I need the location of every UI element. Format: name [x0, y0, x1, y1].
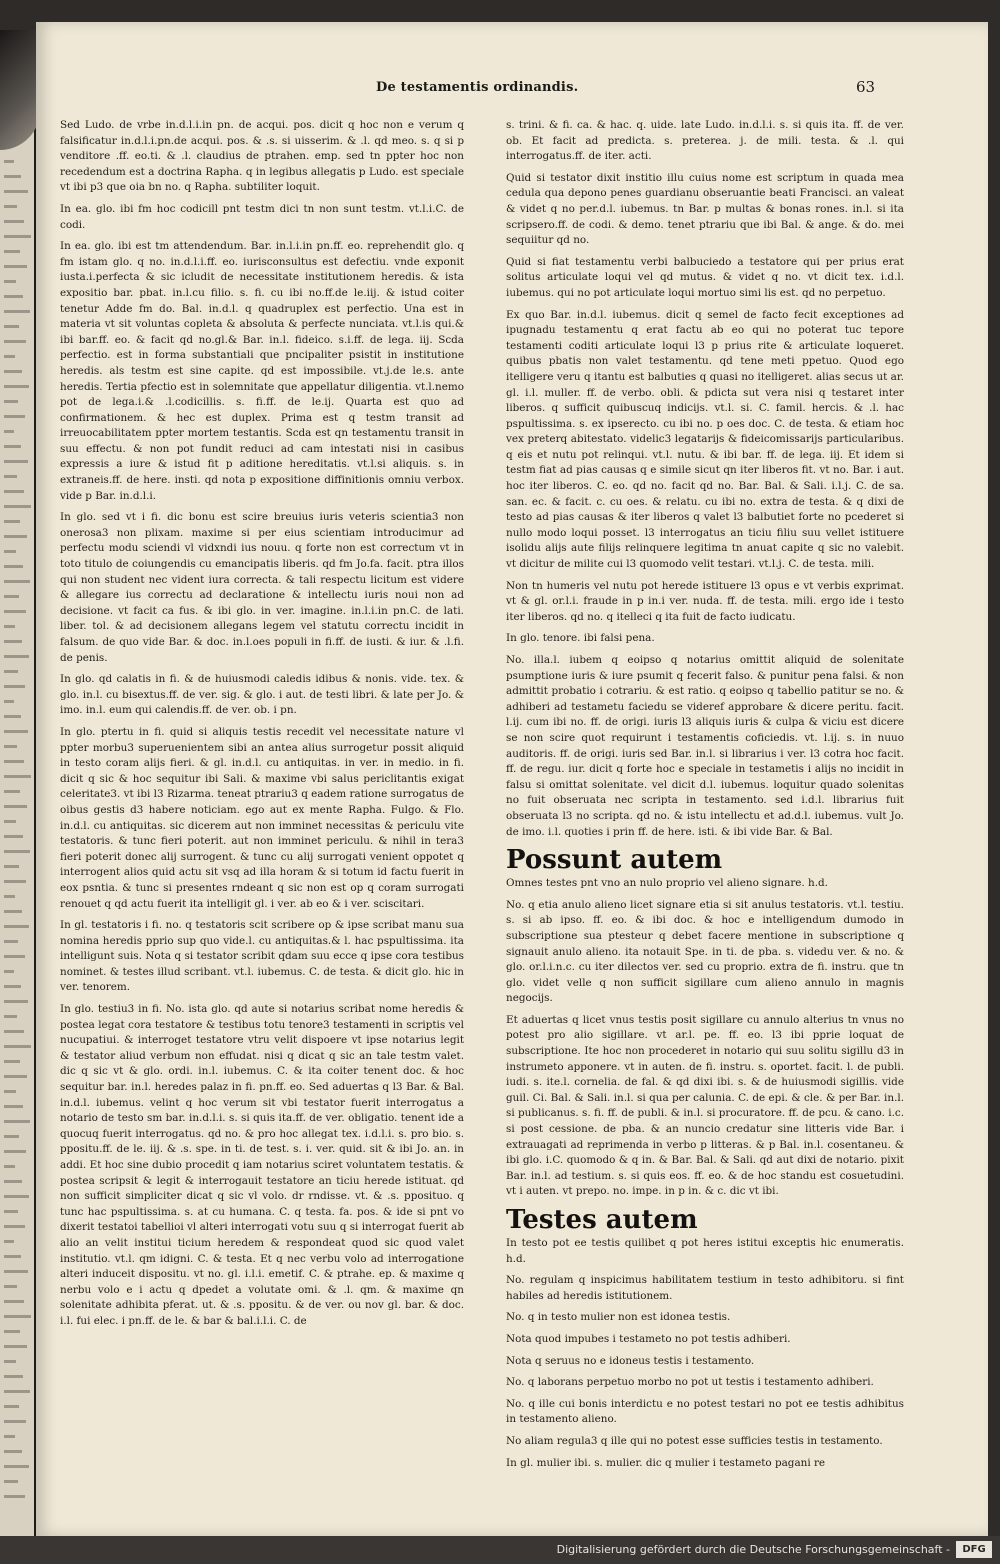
- facing-page-line: [4, 430, 14, 433]
- facing-page-line: [4, 460, 28, 463]
- dfg-logo-icon: DFG: [956, 1541, 992, 1558]
- facing-page-line: [4, 1300, 24, 1303]
- left-paragraph: In gl. testatoris i fi. no. q testatoris scit scribere op & ipse scribat manu sua nomina heredis pprio sup quo vide.l. cu antiquitas.& l. hac pspultissima. ita intelligunt suis. Nota q si testator scribit qdam suu ecce q ipse cora testibus nominet. & testes illud scribant. vt.l. iubemus. C. de testa. & dicit glo. hic in ver. tenorem.: [60, 919, 464, 994]
- facing-page-line: [4, 1285, 17, 1288]
- facing-page-line: [4, 715, 21, 718]
- facing-page-line: [4, 1165, 15, 1168]
- right-paragraph: In testo pot ee testis quilibet q pot heres istitui exceptis hic enumeratis. h.d.: [506, 1237, 904, 1265]
- facing-page-line: [4, 790, 20, 793]
- facing-page-line: [4, 520, 20, 523]
- facing-page-line: [4, 955, 25, 958]
- right-paragraph: No. q etia anulo alieno licet signare etia si sit anulus testatoris. vt.l. testiu. s. si ab ipso. ff. eo. & ibi doc. & hoc e intelligendum dumodo in subscriptione sua ptesteur q debet facere mentione in subscriptione q signauit anulo alieno. ita notauit Spe. in ti. de pba. s. videdu ver. & no. & glo. or.l.i.n.c. cu iter dilectos ver. sed cu proprio. extra de fi. instru. que tn glo. videt velle q non sufficit sigillare cum alieno annulo in magnis negocijs.: [506, 898, 904, 1005]
- facing-page-line: [4, 1390, 30, 1393]
- facing-page-line: [4, 1195, 29, 1198]
- facing-page-line: [4, 490, 24, 493]
- left-paragraph: In glo. sed vt i fi. dic bonu est scire breuius iuris veteris scientia3 non onerosa3 non plixam. maxime si per eius scientiam introducimur ad perfectu modu sciendi vl vidxndi ius nouu. q forte non est correctum vt in toto titulo de coiungendis cu emancipatis liberis. qd fm Jo.fa. facit. ptra illos qui non student nec vident iura correcta. & tali respectu licitum est videre & allegare ius correctu ad declaratione & intellectu iuris noui non ad decisione. vt facit ca fus. & ibi glo. in ver. imagine. in.l.i.in pn.C. de lati. liber. tol. & ad decisionem allegans legem vel statutu correctu incidit in falsum. de quo vide Bar. & doc. in.l.oes populi in fi.ff. de iusti. & iur. & .l.fi. de penis.: [60, 511, 464, 664]
- left-paragraph: In glo. testiu3 in fi. No. ista glo. qd aute si notarius scribat nome heredis & postea legat cora testatore & testibus totu tenore3 testamenti in scriptis vel nucupatiui. & interroget testatore vtru velit dispoere vt ipse notarius legit & testator aliud verbum non effudat. nisi q dicat q sic an tale testm valet. dic q sic vt & glo. ordi. in.l. iubemus. C. & ita coiter tenent doc. & hoc sequitur bar. in.l. heredes palaz in fi. pn.ff. eo. Sed aduertas q l3 Bar. & Bal. in.d.l. iubemus. velint q hoc verum sit vbi testator fuerit interrogatus a notario de testo sm bar. in.d.l.i. s. si quis ita.ff. de ver. obligatio. tenent ide a quocuq fuerit interrogatus. qd no. & pro hoc allegat tex. i.d.l.i. s. pro bio. s. ppositu.ff. de le. iij. & .s. spe. in ti. de test. s. i. ver. quid. sit & ibi Jo. an. in addi. Et hoc sine dubio procedit q iam notarius sciret voluntatem testatis. & postea scripsit & legit & interrogauit testatore an ticiu herede istituat. qd non sufficit simpliciter dicat q sic vl volo. dr rndisse. vt. & .s. pposituo. q tunc hac pspultissima. s. at cu humana. C. q testa. fa. pos. & ide si pnt vo dixerit testatoi tabellioi vl alteri interrogati votu suu q si interrogat fuerit ab alio an velit institui ticium heredem & respondeat quod sic quod valet institutio. vt.l. qm idigni. C. & testa. Et q nec verbu volo ad interrogatione alteri induceit dispositu. vt no. gl. i.l.i. emetif. C. & ptrahe. ep. & maxime q nerbu volo e i actu q dpedet a volutate omi. & .l. qm. & maxime qn solenitate adhibita pferat. ut. & .s. ppositu. & de ver. ou nov gl. bar. & doc. i.l. fui elec. i pn.ff. de le. & bar & bal.i.l.i. C. de: [60, 1003, 464, 1327]
- left-paragraph: In glo. qd calatis in fi. & de huiusmodi caledis idibus & nonis. vide. tex. & glo. in.l. cu bisextus.ff. de ver. sig. & glo. i aut. de testi libri. & late per Jo. & imo. in.l. eum qui calendis.ff. de ver. ob. i pn.: [60, 673, 464, 717]
- facing-page-line: [4, 1255, 21, 1258]
- facing-page-line: [4, 1030, 24, 1033]
- facing-page-line: [4, 1480, 18, 1483]
- right-paragraph: Non tn humeris vel nutu pot herede istituere l3 opus e vt verbis exprimat. vt & gl. or.l.i. fraude in p in.i ver. nuda. ff. de testa. mili. ergo ide i testo iter liberos. qd no. q itelleci q ita fuit de facto iudicatu.: [506, 579, 904, 623]
- facing-page-line: [4, 385, 29, 388]
- facing-page-line: [4, 1405, 19, 1408]
- right-column: [506, 118, 904, 1469]
- facing-page-line: [4, 625, 15, 628]
- left-paragraph: Sed Ludo. de vrbe in.d.l.i.in pn. de acqui. pos. dicit q hoc non e verum q falsificatur in.d.l.i.pn.de acqui. pos. & .s. si uisserim. & .l. qd meo. s. q si p venditore .ff. eo.ti. & .l. claudius de ptrahen. emp. sed tn ppter hoc non recedendum est a doctrina Rapha. q in legibus allegatis p Ludo. est speciale vt ibi p3 que oia bn no. q Rapha. subtiliter loquit.: [60, 119, 464, 194]
- facing-page-line: [4, 820, 16, 823]
- right-paragraph: Nota q seruus no e idoneus testis i testamento.: [506, 1354, 755, 1367]
- facing-page-line: [4, 550, 16, 553]
- facing-page-line: [4, 475, 17, 478]
- facing-page-line: [4, 1045, 31, 1048]
- facing-page-line: [4, 880, 26, 883]
- facing-page-line: [4, 745, 17, 748]
- facing-page-line: [4, 685, 25, 688]
- facing-page-line: [4, 250, 20, 253]
- facing-page-line: [4, 1015, 17, 1018]
- left-paragraph: In glo. ptertu in fi. quid si aliquis testis recedit vel necessitate nature vl ppter morbu3 superuenientem sibi an antea alius surrogetur possit aliquid in testo coram alijs fieri. & gl. in.d.l. cu antiquitas. in ver. in medio. in fi. dicit q sic & hoc sequitur ibi Sali. & maxime vbi salus periclitantis exigat celeritate3. vt ibi l3 Rizarma. teneat ptrariu3 q eadem ratione surrogatus de oibus gestis d3 habere noticiam. ego aut ex mente Rapha. Fulgo. & Flo. in.d.l. cu antiquitas. sic dicerem aut non imminet necessitas & periculu vite testatoris. & tunc fieri poterit. aut non imminet periculu. & nihil in tera3 fieri poterit donec alij surrogent. & tunc cu alij surrogati venient oppotet q interrogent alios quid actu sit vsq ad illa horam & si totum id factu fuerit in eox psntia. & tunc si presentes rndeant q sic non est op q coram surrogati renouet q qd actu fuerit ita intelligit gl. i ver. ab eo & i ver. sciscitari.: [60, 725, 464, 910]
- facing-page-line: [4, 970, 14, 973]
- facing-page-line: [4, 1495, 25, 1498]
- facing-page-line: [4, 1105, 23, 1108]
- book-page: [36, 22, 988, 1536]
- facing-page-line: [4, 1345, 27, 1348]
- right-paragraph: Nota quod impubes i testameto no pot testis adhiberi.: [506, 1332, 791, 1345]
- facing-page-line: [4, 670, 18, 673]
- facing-page-line: [4, 865, 19, 868]
- facing-page-line: [4, 1360, 16, 1363]
- facing-page-line: [4, 310, 30, 313]
- left-paragraph: In ea. glo. ibi fm hoc codicill pnt testm dici tn non sunt testm. vt.l.i.C. de codi.: [60, 202, 464, 231]
- facing-page-line: [4, 235, 31, 238]
- digitization-credit: Digitalisierung gefördert durch die Deutsche Forschungsgemeinschaft -: [556, 1543, 950, 1556]
- facing-page-line: [4, 895, 15, 898]
- facing-page-line: [4, 985, 21, 988]
- facing-page-line: [4, 775, 31, 778]
- facing-page-line: [4, 580, 30, 583]
- right-paragraph: No. regulam q inspicimus habilitatem testium in testo adhibitoru. si fint habiles ad heredis istitutionem.: [506, 1274, 904, 1302]
- right-paragraph: No. illa.l. iubem q eoipso q notarius omittit aliquid de solenitate psumptione iuris & iure psumit q fecerit falso. & punitur pena falsi. & non admittit probatio i cotrariu. & est ratio. q eoipso q tabellio patitur se no. & adhiberi ad testametu faciedu se videref approbare & dicere peritu. facit. l.ij. cum ibi no. ff. de origi. iuris l3 aliquis iuris & culpa & viciu est dicere se non scire quot requirunt i testamentis coficiedis. vt. l.ij. s. in nuuo auditoris. ff. de origi. iuris sed Bar. in.l. si librarius i ver. l3 cotra hoc facit. ff. de regu. iur. dicit q forte hoc e speciale in testametis i alijs no incidit in falsu si omittat solenitate. vel dicit d.l. iubemus. loquitur quado solenitas no fuit obseruata nec scripta in testamento. sed i.d.l. librarius fuit obseruata l3 no scripta. qd no. & istu intellectu et ad.d.l. iubemus. vult Jo. de imo. i.l. quoties i prin ff. de here. isti. & ibi vide Bar. & Bal.: [506, 654, 904, 838]
- facing-page-line: [4, 505, 31, 508]
- right-paragraph: Quid si fiat testamentu verbi balbuciedo a testatore qui per prius erat solitus articulate loqui vel qd mutus. & videt q no. vt dicit tex. i.d.l. iubemus. qui no pot articulate loqui mortuo simi lis est. qd no perpetuo.: [506, 255, 904, 299]
- page-curl: [0, 30, 40, 150]
- facing-page-line: [4, 565, 23, 568]
- facing-page-line: [4, 325, 19, 328]
- facing-page-line: [4, 1000, 28, 1003]
- right-paragraph: s. trini. & fi. ca. & hac. q. uide. late Ludo. in.d.l.i. s. si quis ita. ff. de ver. ob. Et facit ad predicta. s. preterea. j. de mili. testa. & .l. qui interrogatus.ff. de iter. acti.: [506, 119, 904, 163]
- facing-page-line: [4, 1270, 28, 1273]
- facing-page-line: [4, 1330, 20, 1333]
- facing-page-line: [4, 655, 29, 658]
- facing-page-line: [4, 280, 16, 283]
- facing-page-line: [4, 595, 19, 598]
- facing-page-line: [4, 610, 26, 613]
- facing-page-line: [4, 640, 22, 643]
- facing-page-line: [4, 805, 27, 808]
- facing-page-line: [4, 445, 21, 448]
- facing-page-line: [4, 340, 26, 343]
- facing-page-line: [4, 850, 30, 853]
- rubric-possunt-autem: Possunt autem: [506, 845, 723, 876]
- facing-page-line: [4, 1150, 26, 1153]
- facing-page-line: [4, 925, 29, 928]
- page-number: 63: [856, 78, 876, 96]
- facing-page-line: [4, 400, 18, 403]
- facing-page-line: [4, 370, 22, 373]
- facing-page-line: [4, 1375, 23, 1378]
- facing-page-line: [4, 835, 23, 838]
- facing-page-line: [4, 1060, 20, 1063]
- running-head: De testamentis ordinandis.: [376, 80, 579, 95]
- facing-page-line: [4, 220, 24, 223]
- facing-page-line: [4, 415, 25, 418]
- facing-page-line: [4, 190, 28, 193]
- right-paragraph: Et aduertas q licet vnus testis posit sigillare cu annulo alterius tn vnus no potest pro alio sigillare. vt ar.l. pe. ff. eo. l3 ibi pprie loquat de subscriptione. Ite hoc non procederet in notario qui suu solitu sigillu d3 in instrumeto apponere. vt in auten. de fi. instru. s. oportet. facit. l. de publi. iudi. s. ite.l. cornelia. de fal. & qd dixi ibi. s. & de huiusmodi sigillis. vide guil. Ci. Bal. & Sali. in.l. si qua per calunia. C. de epi. & cle. & per Bar. in.l. si publicanus. s. fi. ff. de publi. & in.l. si procuratore. ff. de pcu. & cano. i.c. si post cessione. de pba. & an nuncio credatur sine litteris vide Bar. i extrauagati ad reprimenda in verbo p litteras. & p Bal. in.l. cosentaneu. & ibi glo. i.C. quomodo & q in. & Bar. Bal. & Sali. qd aut dixi de notario. pixit Bar. in.l. ad testium. s. si quis eos. ff. eo. & de hoc standu est cosuetudini. vt i auten. vt prepo. no. impe. in p in. & c. dic vt ibi.: [506, 1013, 904, 1198]
- facing-page-edge: [0, 30, 36, 1550]
- facing-page-line: [4, 355, 15, 358]
- facing-page-line: [4, 1450, 22, 1453]
- right-paragraph: Quid si testator dixit institio illu cuius nome est scriptum in quada mea cedula qua depono penes guardianu obseruantie beati Francisci. an valeat & videt q no per.d.l. iubemus. tn Bar. p multas & bonas rones. in.l. si ita scripsero.ff. de codi. & demo. tenet ptrariu que ibi Bal. & ange. & do. mei sequiitur qd no.: [506, 171, 904, 247]
- facing-page-line: [4, 910, 22, 913]
- facing-page-line: [4, 1435, 15, 1438]
- facing-page-line: [4, 1240, 14, 1243]
- right-paragraph: No aliam regula3 q ille qui no potest esse sufficies testis in testamento.: [506, 1434, 883, 1447]
- left-column: [60, 118, 464, 1498]
- facing-page-line: [4, 175, 21, 178]
- right-paragraph: No. q in testo mulier non est idonea testis.: [506, 1311, 731, 1324]
- facing-page-line: [4, 730, 28, 733]
- facing-page-line: [4, 295, 23, 298]
- facing-page-line: [4, 1420, 26, 1423]
- facing-page-line: [4, 160, 14, 163]
- facing-page-line: [4, 1210, 18, 1213]
- facing-page-line: [4, 1225, 25, 1228]
- right-paragraph: In gl. mulier ibi. s. mulier. dic q mulier i testameto pagani re: [506, 1456, 826, 1469]
- right-paragraph: No. q ille cui bonis interdictu e no potest testari no pot ee testis adhibitus in testamento alieno.: [506, 1397, 904, 1426]
- facing-page-line: [4, 700, 14, 703]
- facing-page-line: [4, 205, 17, 208]
- facing-page-line: [4, 265, 27, 268]
- right-paragraph: Omnes testes pnt vno an nulo proprio vel alieno signare. h.d.: [506, 877, 828, 890]
- facing-page-line: [4, 1120, 30, 1123]
- rubric-testes-autem: Testes autem: [506, 1205, 698, 1235]
- footer-bar: [0, 1536, 1000, 1564]
- facing-page-line: [4, 1465, 29, 1468]
- left-paragraph: In ea. glo. ibi est tm attendendum. Bar. in.l.i.in pn.ff. eo. reprehendit glo. q fm istam glo. q no. in.d.l.i.ff. eo. iurisconsultus est defectiu. vnde exponit iusta.i.perfecta & sic icludit de necessitate institutionem heredis. & ista expositio bar. pbat. in.l.cu filio. s. fi. cu ibi no.ff.de le.iij. & istud coiter tenetur Adde fm do. Bal. in.d.l. q quadruplex est perfectio. Una est in materia vt sit voluntas copleta & absoluta & perfecte nunciata. vt.l.is qui.& ibi bar.ff. eo. & facit qd no.gl.& Bar. in.l. fideico. s.i.ff. de lega. iij. Scda perfectio. est in forma substantiali que pncipaliter psistit in institutione heredis. als testm est sine capite. qd est impossibile. vt.j.de le.s. ante heredis. Tertia pfectio est in solemnitate que appellatur diligentia. vt.l.nemo pot de lega.i.& .l.codicillis. s. fi.ff. de le.ij. Quarta est quo ad confirmationem. & hec est duplex. Prima est q testm transit ad irreuocabilitatem ppter mortem testantis. Scda est qn testamentu transit in suu effectu. & non pot fundit reduci ad cam intestati nisi in casibus expressis a iure & istud fit p aditione hereditatis. vt.l.si aliquis. s. in extraneis.ff. de here. insti. qd nota p expositione diffinitionis omniu verbox. vide p Bar. in.d.l.i.: [60, 240, 464, 502]
- facing-page-line: [4, 1135, 19, 1138]
- right-paragraph: No. q laborans perpetuo morbo no pot ut testis i testamento adhiberi.: [506, 1376, 874, 1389]
- facing-page-line: [4, 760, 24, 763]
- facing-page-line: [4, 1315, 31, 1318]
- facing-page-line: [4, 1075, 27, 1078]
- right-paragraph: In glo. tenore. ibi falsi pena.: [506, 632, 655, 645]
- facing-page-line: [4, 1090, 16, 1093]
- facing-page-line: [4, 1180, 22, 1183]
- facing-page-line: [4, 940, 18, 943]
- facing-page-line: [4, 535, 27, 538]
- right-paragraph: Ex quo Bar. in.d.l. iubemus. dicit q semel de facto fecit exceptiones ad ipugnadu testamentu q erat factu ab eo qui no poterat tuc tepore testamenti coditi articulate loqui l3 p prius rite & articulate loqueret. quibus pbatis non valet testamentu. qd tene meti ppetuo. Quod ego itelligere veru q itantu est balbuties q quasi no itelligeret. alias secus ut ar. gl. i.l. muller. ff. de verbo. obli. & pdicta sut vera nisi q testaret inter liberos. q sufficit quibuscuq indicijs. vt.l. si. C. famil. hercis. & .l. hac pspultissima. s. ex ipserecto. cu ibi no. p oes doc. C. de testa. & etiam hoc vex preterq abitestato. videlic3 legatarijs & fideicomissarijs particularibus. q eis et nutu pot relinqui. vt.l. nutu. & ibi bar. ff. de lega. iij. Et idem si testm fiat ad pias causas q e simile sicut qn iter liberos fit. vt no. Bar. i aut. hoc iter liberos. C. eo. qd no. facit qd no. Bar. Bal. & Sali. i.l.j. C. de sa. san. ec. & facit. c. cu oes. & relatu. cu ibi no. extra de testa. & q dixi de testo ad pias causas & iter liberos q valet l3 balbutiet forte no pcederet si nullo modo loqui posset. l3 interrogatus an ticiu filiu suu vellet istituere isolidu alijs aute filijs relinquere legitima tn anuat capite q sic no valebit. vt dicitur de milite cui l3 quomodo velit testari. vt.l.j. C. de testa. mili.: [506, 308, 904, 571]
